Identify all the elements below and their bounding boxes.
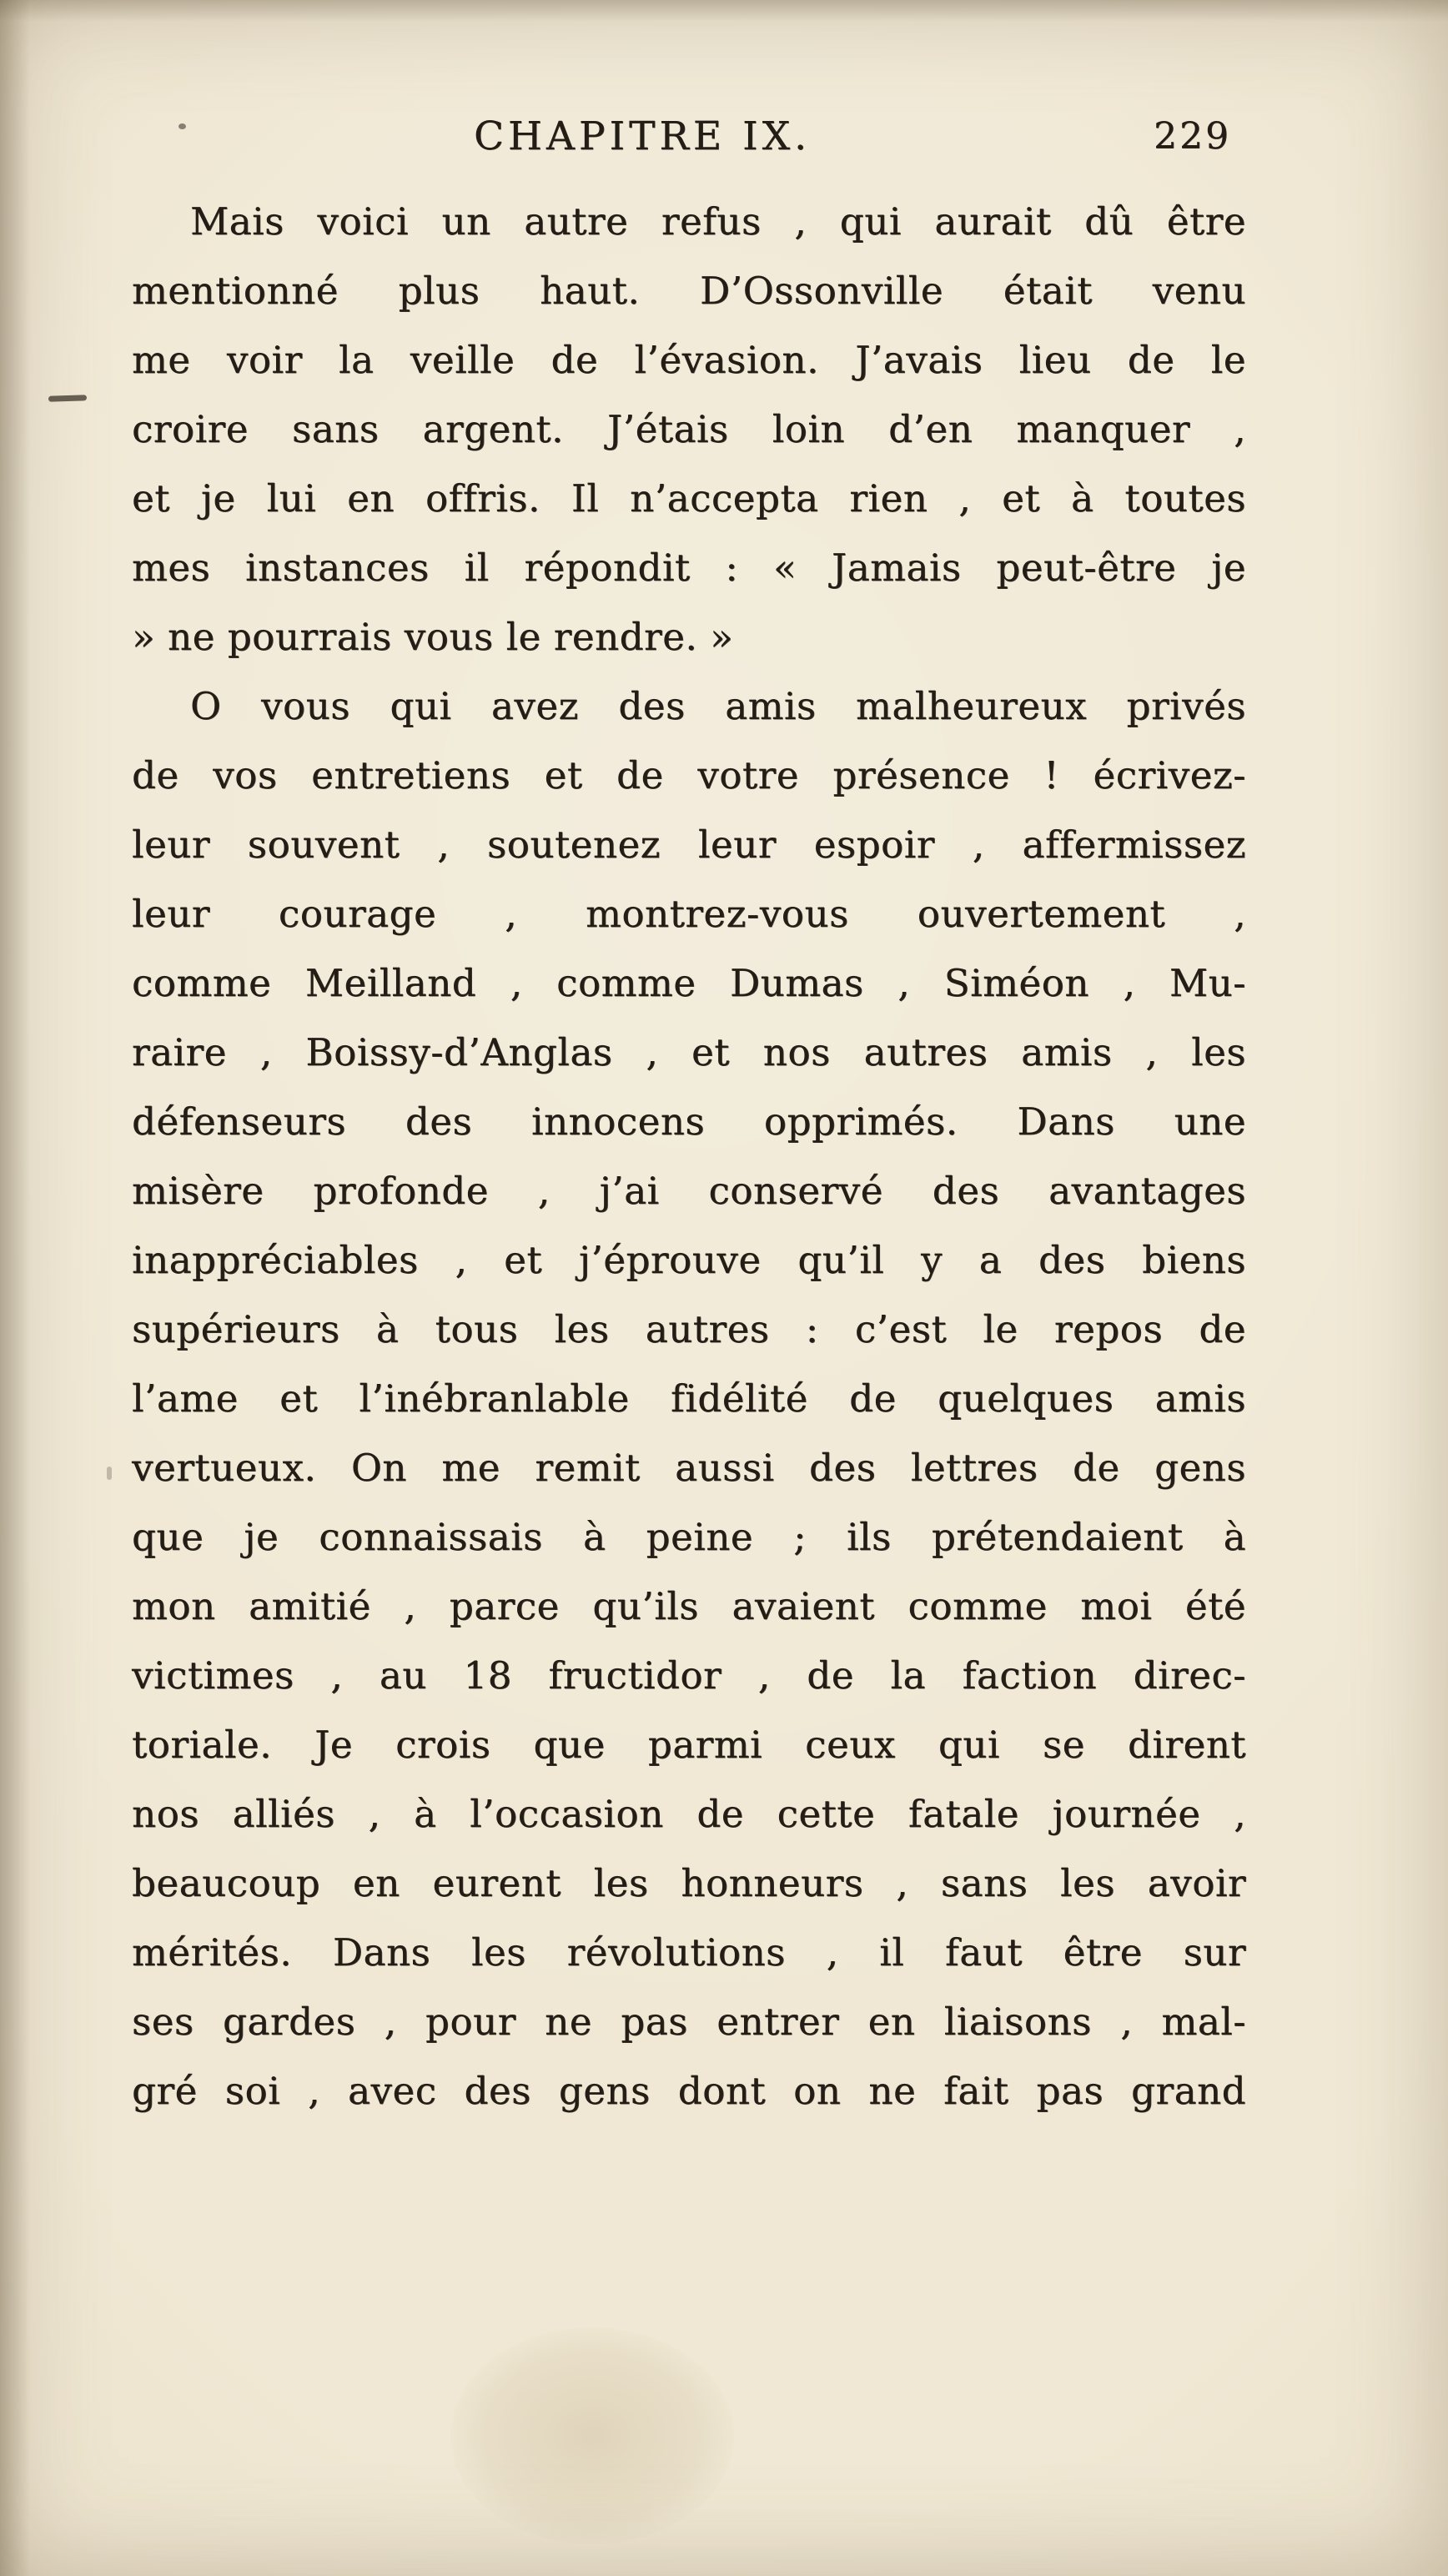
text-line: de vos entretiens et de votre présence ! écrivez- — [132, 753, 1246, 797]
page-edge-shadow-left — [0, 0, 30, 2576]
text-line: défenseurs des innocens opprimés. Dans une — [132, 1099, 1246, 1144]
text-line: inappréciables , et j’éprouve qu’il y a des biens — [132, 1238, 1246, 1282]
scan-speck — [178, 123, 186, 129]
text-line: misère profonde , j’ai conservé des avantages — [132, 1169, 1246, 1213]
text-line: ses gardes , pour ne pas entrer en liaisons , mal- — [132, 2000, 1246, 2044]
scan-speck — [107, 1467, 112, 1480]
text-line: comme Meilland , comme Dumas , Siméon , Mu- — [132, 961, 1246, 1005]
text-line: O vous qui avez des amis malheureux privés — [190, 684, 1246, 728]
text-line: et je lui en offris. Il n’accepta rien , et à toutes — [132, 476, 1246, 521]
text-line: croire sans argent. J’étais loin d’en manquer , — [132, 407, 1246, 451]
text-line: vertueux. On me remit aussi des lettres de gens — [132, 1446, 1246, 1490]
text-line: beaucoup en eurent les honneurs , sans les avoir — [132, 1861, 1246, 1905]
text-block — [132, 187, 1246, 2126]
text-line: toriale. Je crois que parmi ceux qui se dirent — [132, 1723, 1246, 1767]
text-line: que je connaissais à peine ; ils prétendaient à — [132, 1515, 1246, 1559]
page-edge-shadow-top — [0, 0, 1448, 22]
text-line: leur courage , montrez-vous ouvertement , — [132, 892, 1246, 936]
text-line: mentionné plus haut. D’Ossonville était venu — [132, 269, 1246, 313]
text-line: » ne pourrais vous le rendre. » — [132, 615, 734, 659]
text-line: victimes , au 18 fructidor , de la faction direc- — [132, 1653, 1246, 1698]
page-number: 229 — [1154, 115, 1231, 158]
text-line: raire , Boissy-d’Anglas , et nos autres amis , les — [132, 1030, 1246, 1074]
text-line: nos alliés , à l’occasion de cette fatale journée , — [132, 1792, 1246, 1836]
paper-stain — [450, 2327, 734, 2544]
text-line: leur souvent , soutenez leur espoir , affermissez — [132, 823, 1246, 867]
text-line: mérités. Dans les révolutions , il faut être sur — [132, 1930, 1246, 1975]
page-header — [133, 113, 1243, 172]
text-line: me voir la veille de l’évasion. J’avais lieu de le — [132, 338, 1246, 382]
scan-dash-mark — [48, 395, 87, 402]
text-line: gré soi , avec des gens dont on ne fait pas grand — [132, 2069, 1246, 2113]
text-line: l’ame et l’inébranlable fidélité de quelques amis — [132, 1376, 1246, 1421]
text-line: mes instances il répondit : « Jamais peut-être je — [132, 546, 1246, 590]
text-line: mon amitié , parce qu’ils avaient comme moi été — [132, 1584, 1246, 1628]
chapter-title: CHAPITRE IX. — [473, 113, 812, 159]
text-line: supérieurs à tous les autres : c’est le repos de — [132, 1307, 1246, 1351]
text-line: Mais voici un autre refus , qui aurait dû être — [190, 199, 1246, 244]
